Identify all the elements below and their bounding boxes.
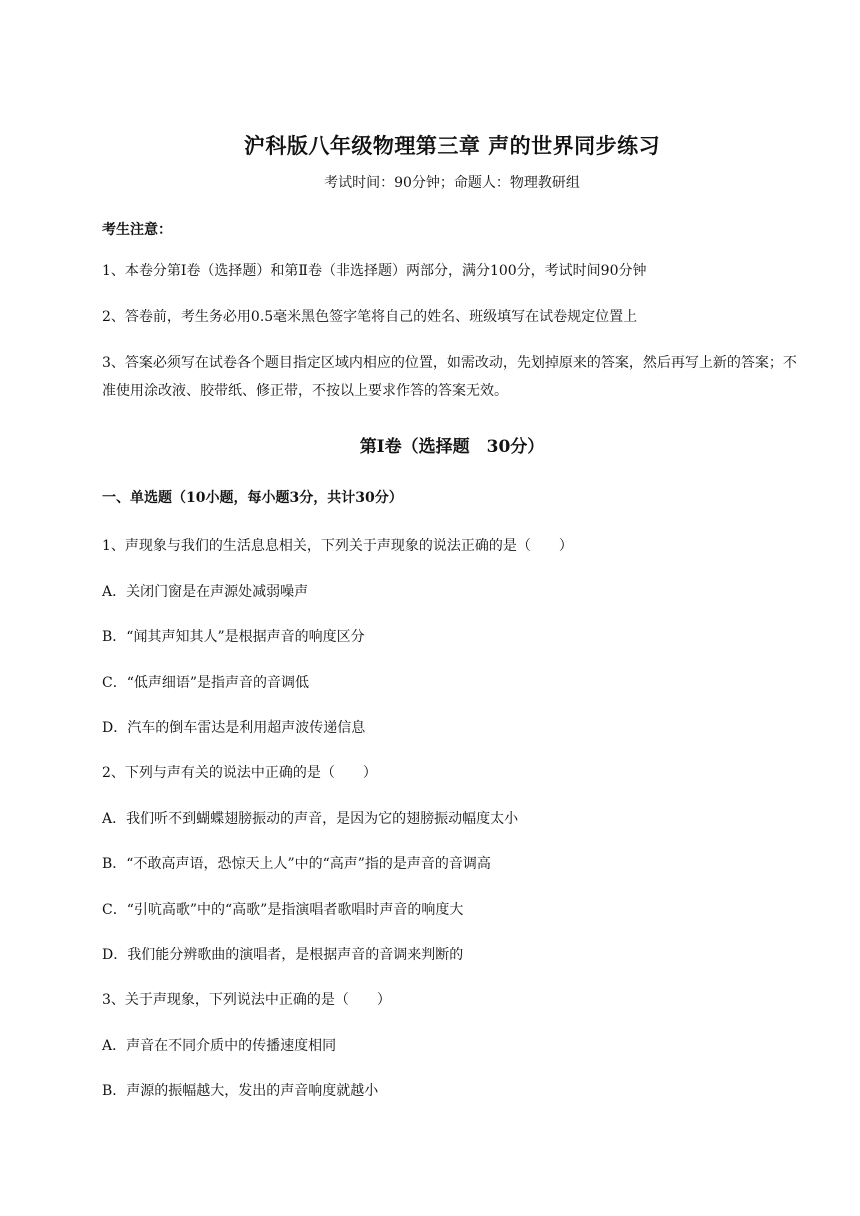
answer-option: B．“闻其声知其人”是根据声音的响度区分 <box>102 629 365 645</box>
question-stem: 1、声现象与我们的生活息息相关，下列关于声现象的说法正确的是（ ） <box>102 538 573 554</box>
exam-subtitle: 考试时间：90分钟；命题人：物理教研组 <box>324 175 580 191</box>
exam-title: 沪科版八年级物理第三章 声的世界同步练习 <box>243 133 661 158</box>
answer-option: A．关闭门窗是在声源处减弱噪声 <box>102 584 309 600</box>
answer-option: C．“引吭高歌”中的“高歌”是指演唱者歌唱时声音的响度大 <box>102 902 464 918</box>
answer-option: B．声源的振幅越大，发出的声音响度就越小 <box>102 1083 379 1099</box>
part-heading: 一、单选题（10小题，每小题3分，共计30分） <box>102 490 403 506</box>
answer-option: A．声音在不同介质中的传播速度相同 <box>102 1038 337 1054</box>
answer-option: C．“低声细语”是指声音的音调低 <box>102 675 310 691</box>
answer-option: D．汽车的倒车雷达是利用超声波传递信息 <box>102 720 366 736</box>
section-title: 第Ⅰ卷（选择题 30分） <box>359 437 545 457</box>
answer-option: B．“不敢高声语，恐惊天上人”中的“高声”指的是声音的音调高 <box>102 856 491 872</box>
notice-item: 2、答卷前，考生务必用0.5毫米黑色签字笔将自己的姓名、班级填写在试卷规定位置上 <box>102 309 638 325</box>
question-stem: 2、下列与声有关的说法中正确的是（ ） <box>102 765 377 781</box>
notice-item: 3、答案必须写在试卷各个题目指定区域内相应的位置，如需改动，先划掉原来的答案，然后再写上新的答案；不准使用涂改液、胶带纸、修正带，不按以上要求作答的答案无效。 <box>102 355 797 399</box>
answer-option: D．我们能分辨歌曲的演唱者，是根据声音的音调来判断的 <box>102 947 464 963</box>
question-stem: 3、关于声现象，下列说法中正确的是（ ） <box>102 992 391 1008</box>
notice-heading: 考生注意： <box>102 222 172 238</box>
notice-item: 1、本卷分第Ⅰ卷（选择题）和第Ⅱ卷（非选择题）两部分，满分100分，考试时间90分钟 <box>102 263 647 279</box>
answer-option: A．我们听不到蝴蝶翅膀振动的声音，是因为它的翅膀振动幅度太小 <box>102 811 519 827</box>
